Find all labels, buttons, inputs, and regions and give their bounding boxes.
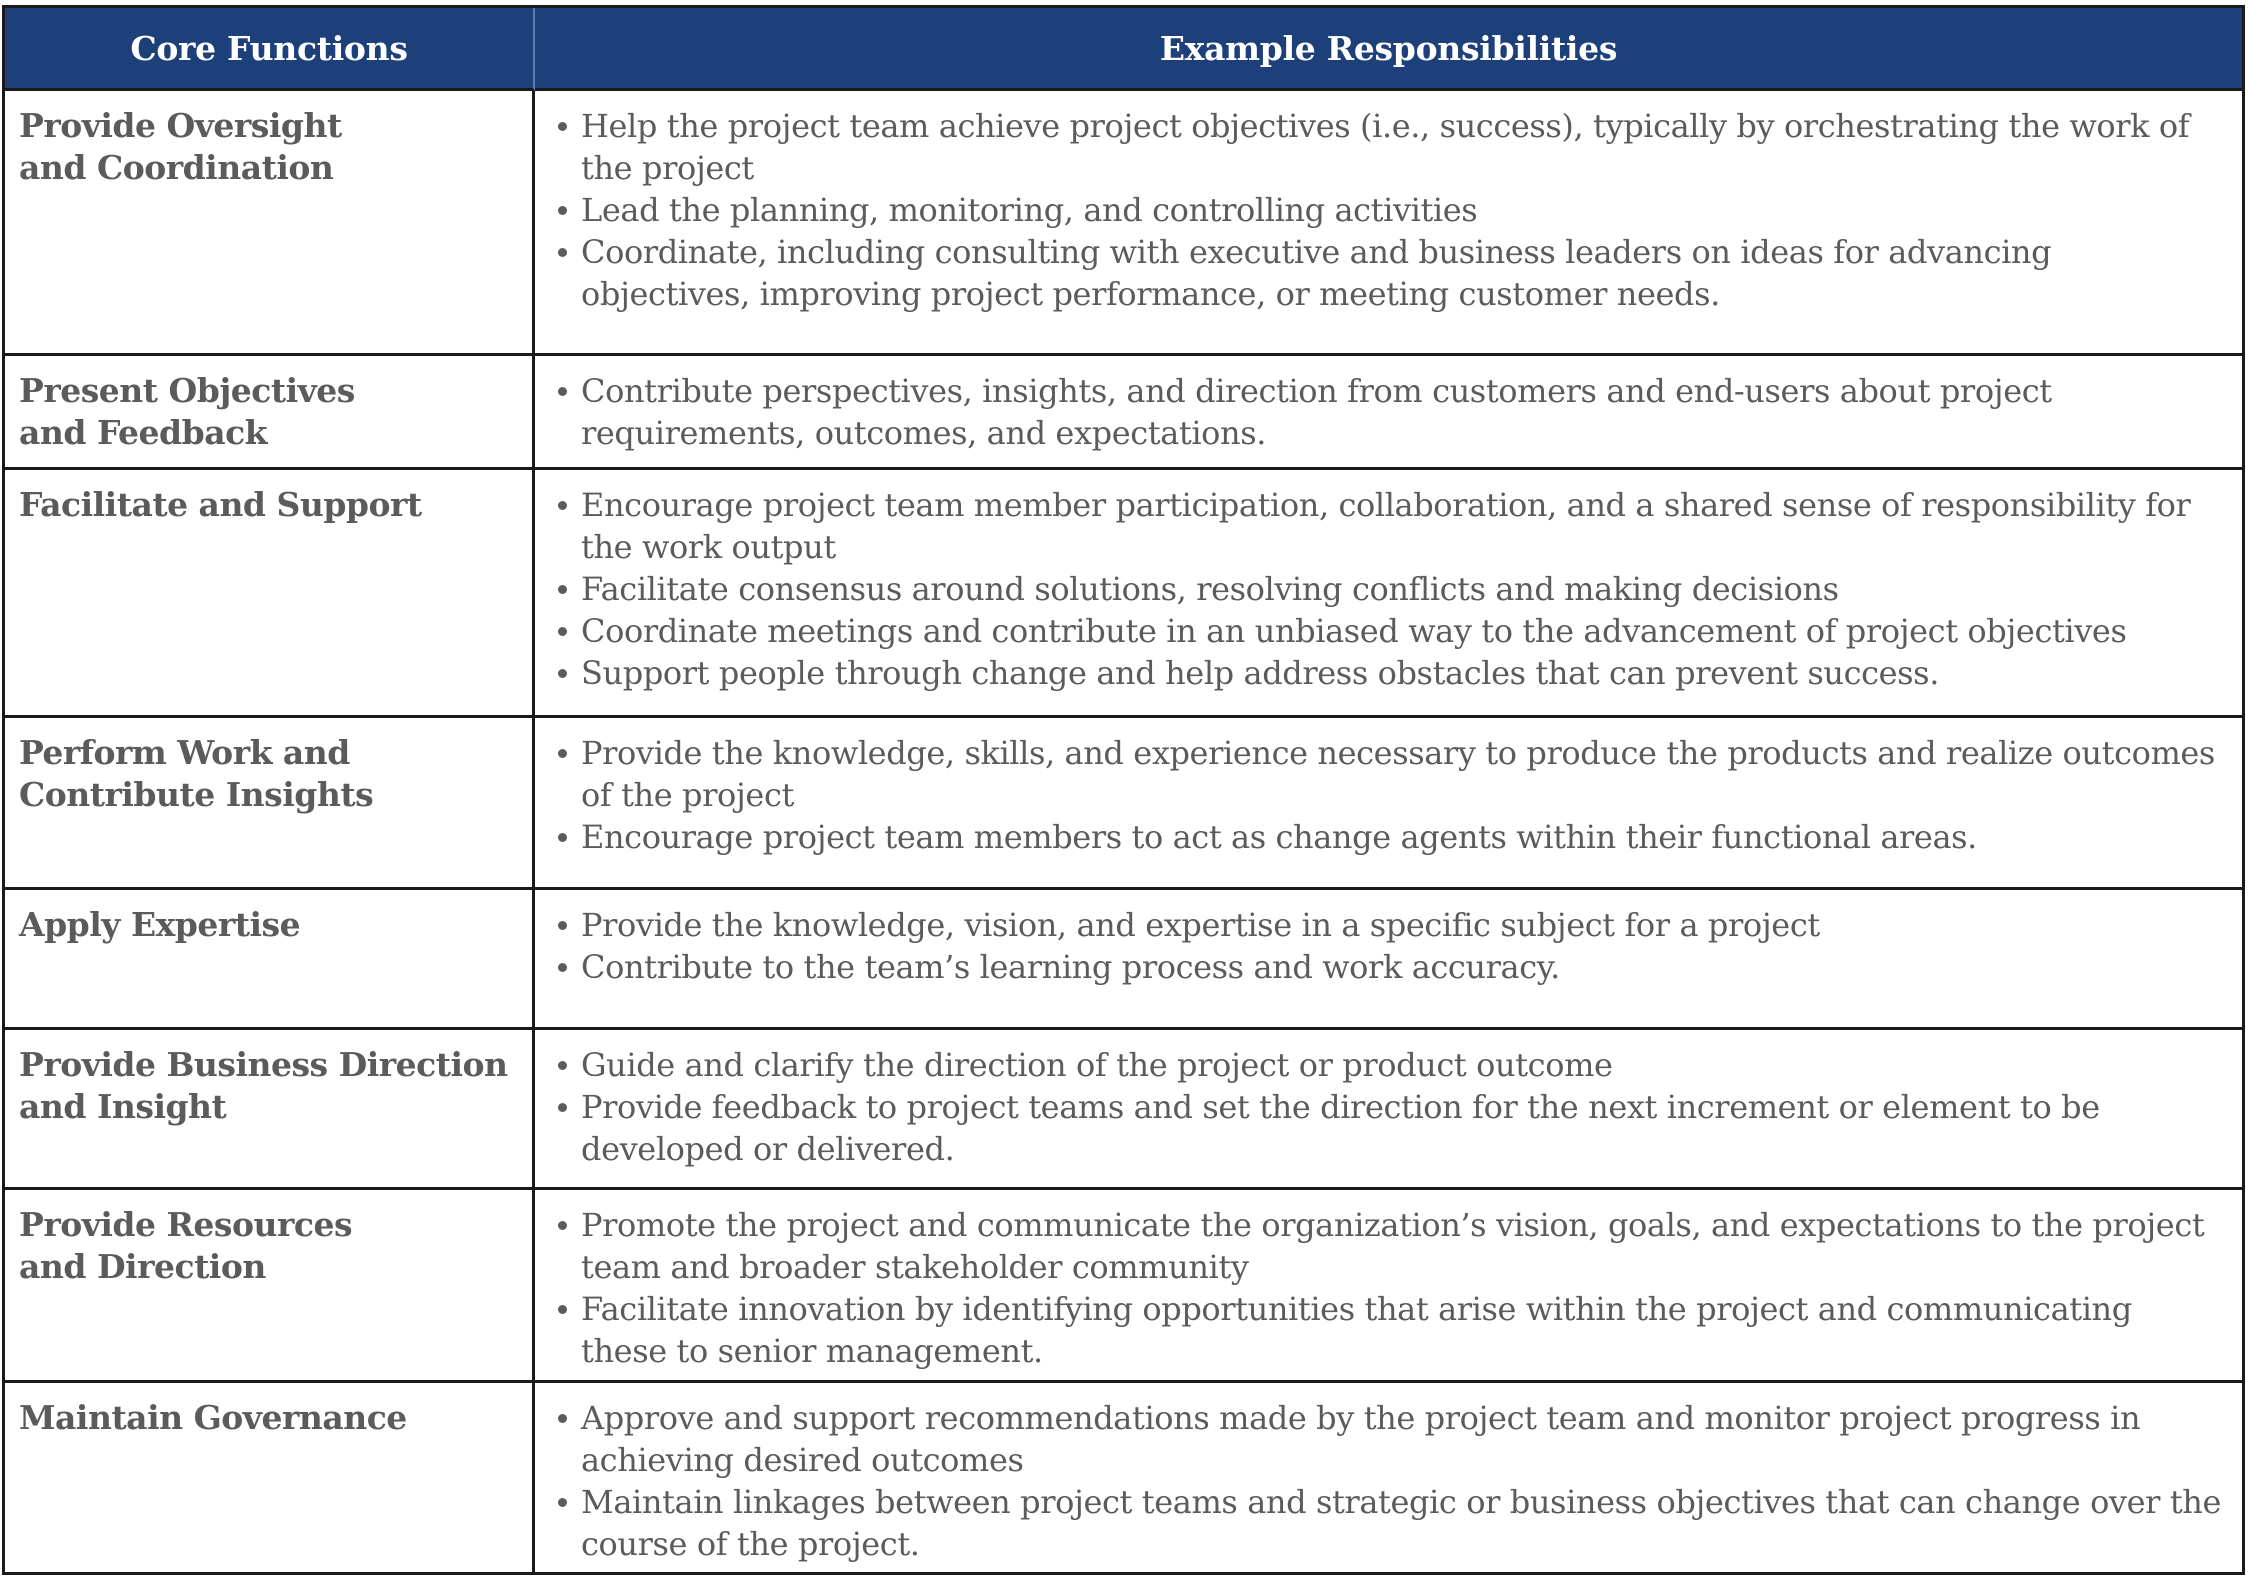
row-8-responsibilities [535,1383,2242,1572]
responsibility-list [547,904,2222,988]
responsibility-list [547,1044,2222,1170]
header-example-responsibilities: Example Responsibilities [535,8,2242,91]
row-5-function: Apply Expertise [5,890,535,1030]
responsibility-list [547,732,2222,858]
header-core-functions: Core Functions [5,8,535,91]
row-1-responsibilities [535,91,2242,356]
responsibility-item: Guide and clarify the direction of the project or product outcome [547,1044,2222,1086]
row-3-responsibilities [535,470,2242,718]
responsibility-item: Approve and support recommendations made by the project team and monitor project progress in achieving desired outcomes [547,1397,2222,1481]
responsibility-item: Promote the project and communicate the organization’s vision, goals, and expectations to the project team and broader stakeholder community [547,1204,2222,1288]
responsibility-list [547,1204,2222,1372]
responsibility-list [547,484,2222,694]
row-4-function: Perform Work and Contribute Insights [5,718,535,890]
responsibility-item: Lead the planning, monitoring, and controlling activities [547,189,2222,231]
responsibility-item: Encourage project team member participation, collaboration, and a shared sense of responsibility for the work output [547,484,2222,568]
responsibility-item: Encourage project team members to act as change agents within their functional areas. [547,816,2222,858]
row-7-responsibilities [535,1190,2242,1383]
row-3-function: Facilitate and Support [5,470,535,718]
responsibility-item: Contribute to the team’s learning process and work accuracy. [547,946,2222,988]
row-6-responsibilities [535,1030,2242,1190]
core-functions-table [2,5,2245,1575]
responsibility-list [547,105,2222,315]
row-2-function: Present Objectives and Feedback [5,356,535,470]
responsibility-item: Facilitate consensus around solutions, resolving conflicts and making decisions [547,568,2222,610]
responsibility-item: Provide the knowledge, vision, and expertise in a specific subject for a project [547,904,2222,946]
row-6-function: Provide Business Direction and Insight [5,1030,535,1190]
responsibility-item: Maintain linkages between project teams and strategic or business objectives that can change over the course of the project. [547,1481,2222,1565]
row-4-responsibilities [535,718,2242,890]
responsibility-list [547,370,2222,454]
responsibility-item: Provide feedback to project teams and set the direction for the next increment or element to be developed or delivered. [547,1086,2222,1170]
responsibility-item: Provide the knowledge, skills, and experience necessary to produce the products and realize outcomes of the project [547,732,2222,816]
row-8-function: Maintain Governance [5,1383,535,1572]
responsibility-item: Facilitate innovation by identifying opportunities that arise within the project and communicating these to senior management. [547,1288,2222,1372]
row-1-function: Provide Oversight and Coordination [5,91,535,356]
row-5-responsibilities [535,890,2242,1030]
responsibility-item: Coordinate meetings and contribute in an unbiased way to the advancement of project objectives [547,610,2222,652]
responsibility-item: Contribute perspectives, insights, and direction from customers and end-users about project requirements, outcomes, and expectations. [547,370,2222,454]
responsibility-list [547,1397,2222,1565]
responsibility-item: Support people through change and help address obstacles that can prevent success. [547,652,2222,694]
responsibility-item: Help the project team achieve project objectives (i.e., success), typically by orchestrating the work of the project [547,105,2222,189]
row-2-responsibilities [535,356,2242,470]
responsibility-item: Coordinate, including consulting with executive and business leaders on ideas for advancing objectives, improving project performance, or meeting customer needs. [547,231,2222,315]
row-7-function: Provide Resources and Direction [5,1190,535,1383]
